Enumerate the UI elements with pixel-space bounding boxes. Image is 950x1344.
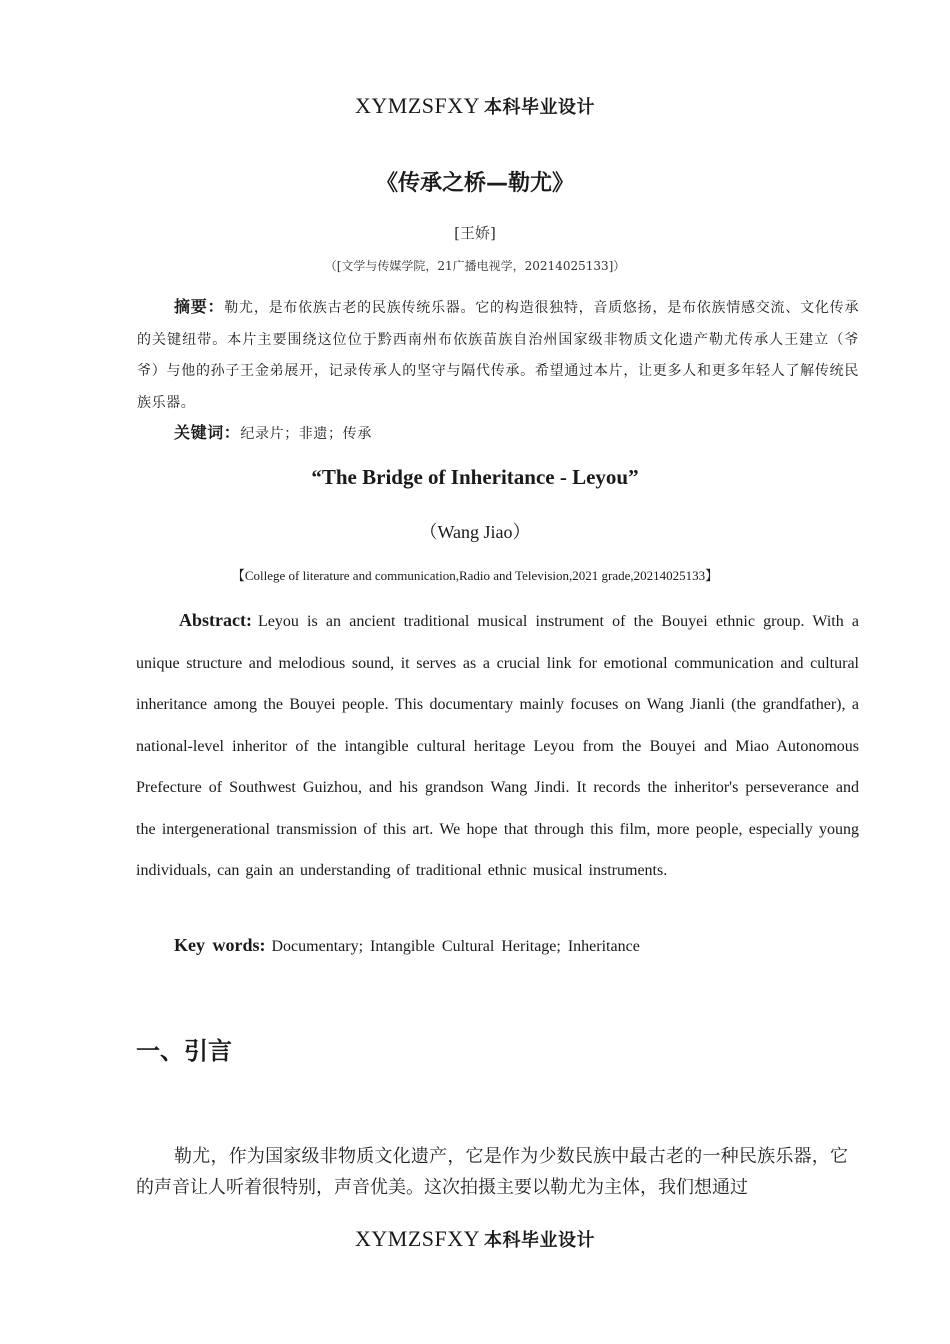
author-chinese: [王娇] (454, 224, 496, 242)
keywords-chinese-text: 纪录片；非遗；传承 (240, 426, 372, 442)
affiliation-chinese: （[文学与传媒学院，21广播电视学，20214025133]） (324, 259, 626, 273)
abstract-english (136, 600, 859, 892)
keywords-chinese (174, 420, 372, 443)
affiliation-english: 【College of literature and communication,Radio and Television,2021 grade,20214025133】 (231, 568, 719, 583)
footer-label: 本科毕业设计 (484, 1230, 596, 1251)
page-header (0, 93, 950, 119)
author-english: （Wang Jiao） (419, 522, 531, 542)
title-chinese: 《传承之桥—勒尤》 (375, 171, 574, 196)
title-english: “The Bridge of Inheritance - Leyou” (311, 465, 639, 489)
footer-code: XYMZSFXY (354, 1226, 481, 1251)
abstract-english-text: Leyou is an ancient traditional musical instrument of the Bouyei ethnic group. With a unique structure and melodious sound, it serves as a crucial link for emotional communication and cultural inheritance among the Bouyei people. This documentary mainly focuses on Wang Jianli (the grandfather), a national-level inheritor of the intangible cultural heritage Leyou from the Bouyei and Miao Autonomous Prefecture of Southwest Guizhou, and his grandson Wang Jindi. It records the inheritor's perseverance and the intergenerational transmission of this art. We hope that through this film, more people, especially young individuals, can gain an understanding of traditional ethnic musical instruments. (136, 613, 859, 879)
keywords-english-label: Key words: (174, 935, 266, 955)
section-heading: 一、引言 (136, 1037, 232, 1065)
header-label: 本科毕业设计 (484, 97, 596, 118)
abstract-chinese-text: 勒尤，是布依族古老的民族传统乐器。它的构造很独特，音质悠扬，是布依族情感交流、文化传承的关键纽带。本片主要围绕这位位于黔西南州布依族苗族自治州国家级非物质文化遗产勒尤传承人王建立（爷爷）与他的孙子王金弟展开，记录传承人的坚守与隔代传承。希望通过本片，让更多人和更多年轻人了解传统民族乐器。 (137, 300, 859, 411)
header-code: XYMZSFXY (354, 93, 481, 118)
keywords-english (174, 935, 640, 956)
page-footer (0, 1226, 950, 1252)
abstract-chinese (137, 291, 859, 419)
abstract-english-label: Abstract: (179, 610, 252, 630)
body-paragraph: 勒尤，作为国家级非物质文化遗产，它是作为少数民族中最古老的一种民族乐器，它的声音让人听着很特别，声音优美。这次拍摄主要以勒尤为主体，我们想通过 (136, 1146, 848, 1198)
keywords-english-text: Documentary; Intangible Cultural Heritage; Inheritance (271, 938, 640, 955)
abstract-chinese-label: 摘要： (174, 297, 225, 316)
keywords-chinese-label: 关键词： (174, 423, 241, 442)
